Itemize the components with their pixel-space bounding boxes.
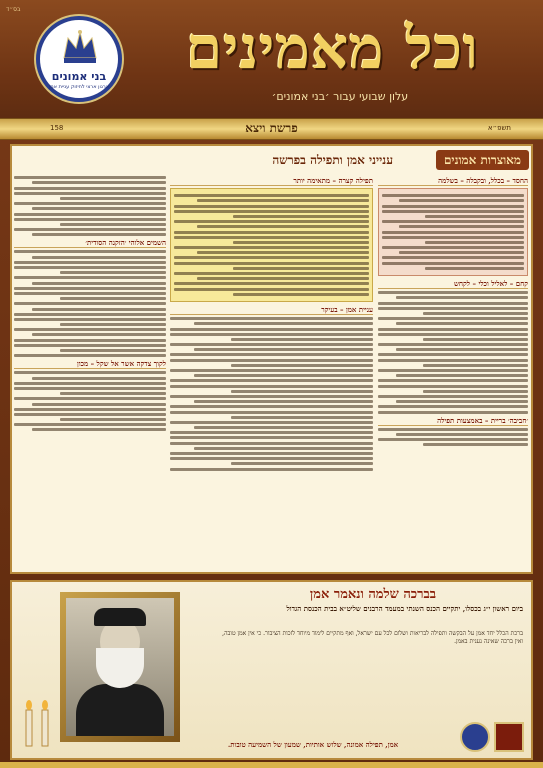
left-column [14, 174, 166, 570]
parsha-name: פרשת ויצא [245, 121, 298, 135]
footer-text: אמן, תפילה אמונה, שלוש אותיות, שמעון של השמיעה טובות. [227, 740, 399, 749]
portrait-photo [66, 598, 174, 736]
main-heading: ענייני אמן ותפילה בפרשה [272, 153, 393, 167]
portrait-frame [60, 592, 180, 742]
right-block1-text [378, 188, 528, 276]
left-block1-heading: השמים אלוהי ׳הזקנה הסודית׳ [14, 239, 166, 248]
page-title: וכל מאמינים [186, 14, 479, 82]
parsha-bar [0, 118, 543, 140]
mid-block1-text [170, 188, 373, 302]
mid-block1-heading: תפילה קצרה – מתאימה יותר [170, 177, 373, 186]
page-subtitle: עלון שבועי עבור ׳בני אמונים׳ [271, 90, 409, 103]
logo-text: בני אמונים [51, 70, 107, 83]
issue-number: 158 [50, 124, 64, 132]
section-tag: מאוצרות אמונים [436, 150, 529, 170]
issue-corner: בס״ד [6, 6, 21, 13]
mid-block2-heading: עניית אמן – בעיקר [170, 306, 373, 315]
right-block2-heading: קחם – לאליל וכלי – לקחש [378, 280, 528, 289]
left-block1-text [14, 250, 166, 357]
footer-logo-badge-2 [494, 722, 524, 752]
section-title-bar [10, 148, 533, 172]
right-block1-heading: החסד – בכלל, ובקבלה – בשלמה [378, 177, 528, 186]
footer-logo-badge [460, 722, 490, 752]
bottom-title: בברכה שלמה ונאמר אמן [309, 587, 437, 602]
right-block3-heading: ׳חביבה׳ בריית – באמצעות תפילה [378, 417, 528, 426]
bottom-body: ברכת הכלל יחד אמן על הבקשה ותפילה לבריאות ושלום לכל עם ישראל, ואף מתקיים לימוד מיוחד לזכות הציבור. כי אין אמן טובה, ואין ברכה שאינה נענית באמן. [222, 630, 523, 645]
bottom-subtitle: ביום ראשון י״ג בכסלו, יתקיים הכנס השנתי במעמד הרבנים שליט״א בבית הכנסת הגדול [286, 604, 523, 613]
left-intro-text [14, 176, 166, 236]
logo [36, 16, 122, 102]
crown-icon [60, 28, 100, 68]
year-label: תשפ״א [487, 124, 511, 132]
bottom-border [0, 762, 543, 768]
candles-icon [18, 690, 58, 750]
header [0, 0, 543, 128]
logo-small-text: ארגון ארצי לחיזוק עניית אמן [48, 84, 110, 90]
left-block2-heading: לקוך צדקה אשר אל שקל – מכון [14, 360, 166, 369]
right-column [378, 174, 528, 570]
mid-block2-text [170, 317, 373, 470]
middle-column [170, 174, 373, 570]
right-block2-text [378, 291, 528, 413]
left-block2-text [14, 371, 166, 431]
right-block3-text [378, 428, 528, 447]
